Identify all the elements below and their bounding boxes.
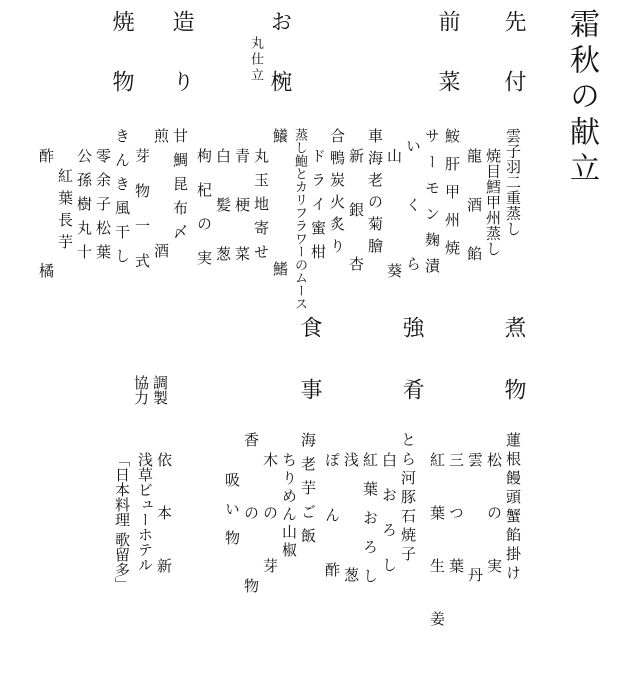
menu-item: 車海老の菊膾	[366, 128, 384, 260]
menu-item: サーモン麹漬	[423, 128, 441, 284]
course-title: 焼物	[109, 10, 134, 130]
course-subtitle: 丸仕立	[248, 36, 263, 84]
menu-item: 雲丹	[466, 452, 484, 682]
credits-label: 調製	[151, 375, 169, 405]
menu-item: 焼目鱈甲州蒸し	[484, 148, 502, 257]
menu-item: 三つ葉	[447, 452, 465, 611]
menu-item: 枸杞の実	[195, 148, 213, 284]
menu-item: 龍酒餡	[465, 148, 483, 295]
menu-item: 鮟肝甲州焼	[443, 128, 461, 268]
menu-item: 木の芽	[261, 452, 279, 611]
menu-item: 雲子羽二重蒸し	[504, 128, 522, 237]
menu-item: ちりめん山椒	[280, 452, 298, 560]
course-title: 強肴	[399, 316, 424, 440]
menu-item: 鱶鰭	[271, 128, 289, 394]
menu-item: 甘鯛昆布〆	[171, 128, 189, 248]
menu-item: 新銀杏	[347, 148, 365, 310]
menu-item: 酢橘	[37, 148, 55, 378]
menu-item: とら河豚石焼子	[399, 432, 417, 565]
menu-item: いくら	[404, 138, 422, 315]
menu-item: 合鴨炭火炙り	[328, 128, 346, 260]
menu-item: 公孫樹丸十	[75, 148, 93, 268]
menu-item: 零余子松葉	[94, 148, 112, 268]
course-title: 造り	[169, 10, 194, 130]
menu-item: 吸い物	[223, 472, 241, 559]
menu-item: 紅葉生姜	[428, 452, 446, 664]
course-title: お椀	[267, 10, 292, 130]
credits-line: 「日本料理 歌留多」	[113, 452, 131, 592]
menu-item: 紅葉長芋	[56, 168, 74, 256]
menu-item: 香の物	[242, 432, 260, 651]
menu-item: 海老芋ご飯	[299, 432, 317, 552]
menu-item: きんき風干し	[113, 128, 131, 272]
menu-item: 煎酒	[152, 128, 170, 358]
menu-item: 蒸し鮑とカリフラワーのムース	[292, 128, 307, 310]
menu-item: ぽん酢	[323, 452, 341, 617]
menu-item: 山葵	[385, 148, 403, 378]
credits-line: 依本新	[155, 452, 173, 611]
menu-title: 霜秋の献立	[564, 8, 599, 188]
menu-item: 丸玉地寄せ	[252, 148, 270, 268]
menu-item: ドライ蜜柑	[309, 148, 327, 268]
course-title: 先付	[501, 10, 526, 130]
course-title: 煮物	[501, 316, 526, 440]
menu-item: 蓮根饅頭蟹餡掛け	[504, 432, 522, 584]
menu-item: 芽物一式	[133, 148, 151, 288]
menu-item: 白おろし	[380, 452, 398, 592]
course-title: 食事	[297, 316, 322, 440]
menu-item: 紅葉おろし	[361, 452, 379, 597]
course-title: 前菜	[435, 10, 460, 130]
menu-item: 青梗菜	[233, 148, 251, 295]
menu-item: 白髪葱	[214, 148, 232, 295]
menu-item: 松の実	[485, 452, 503, 611]
menu-item: 浅葱	[342, 452, 360, 682]
credits-line: 浅草ビューホテル	[136, 452, 154, 572]
credits-label: 協力	[132, 375, 150, 405]
